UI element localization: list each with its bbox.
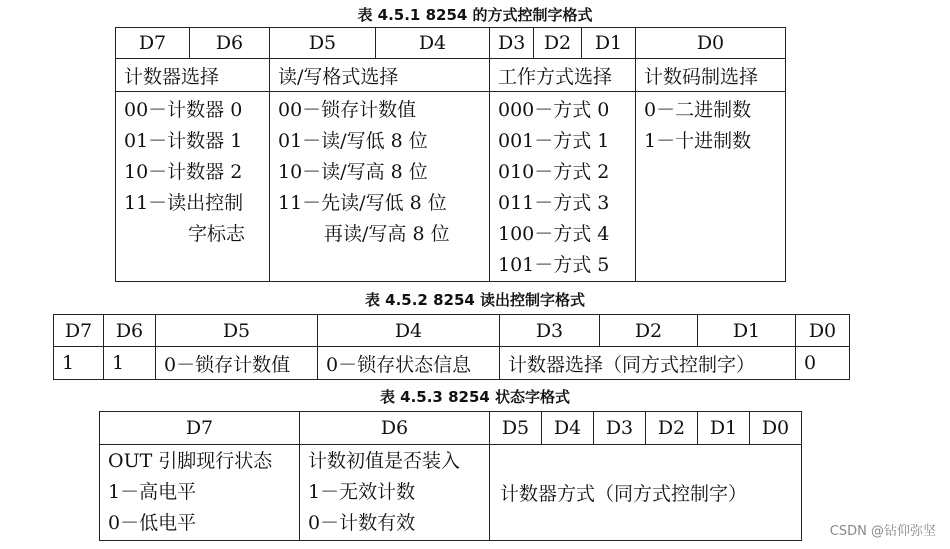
t3-counter-mode: 计数器方式（同方式控制字） (490, 445, 802, 541)
mode-control-word-table (115, 27, 786, 282)
list-item: 00－锁存计数值 (278, 99, 417, 121)
t2-header-d0: D0 (796, 315, 850, 347)
list-item: 101－方式 5 (498, 254, 610, 276)
t2-header-d7: D7 (54, 315, 104, 347)
t2-value-d6: 1 (104, 347, 156, 380)
list-item: 010－方式 2 (498, 161, 610, 183)
t2-value-d5: 0－锁存计数值 (156, 347, 318, 380)
list-item: 10－计数器 2 (124, 161, 243, 183)
t2-value-d0: 0 (796, 347, 850, 380)
t3-initial-count-loaded (300, 445, 490, 541)
list-item: 计数初值是否装入 (308, 450, 461, 472)
list-item: OUT 引脚现行状态 (108, 450, 273, 472)
watermark: CSDN @钻仰弥坚 (829, 524, 936, 539)
list-item: 001－方式 1 (498, 130, 610, 152)
t1-counter-select-options (116, 92, 270, 282)
t1-group-counter-select: 计数器选择 (116, 59, 270, 92)
list-item: 1－高电平 (108, 481, 197, 503)
t2-value-d3-d1: 计数器选择（同方式控制字） (500, 347, 796, 380)
table3-caption: 表 4.5.3 8254 状态字格式 (379, 388, 571, 406)
t3-header-d5: D5 (490, 412, 542, 445)
t1-group-code-select: 计数码制选择 (636, 59, 786, 92)
list-item: 0－计数有效 (308, 512, 416, 534)
t1-header-d7: D7 (116, 28, 190, 59)
list-item: 011－方式 3 (498, 192, 610, 214)
t1-mode-options (490, 92, 636, 282)
t1-code-options (636, 92, 786, 282)
status-word-table (99, 411, 802, 541)
t1-header-d5: D5 (270, 28, 376, 59)
t2-header-d3: D3 (500, 315, 600, 347)
readback-control-word-table (53, 314, 850, 380)
t3-header-d4: D4 (542, 412, 594, 445)
list-item: 11－先读/写低 8 位 (278, 192, 447, 214)
t2-header-d5: D5 (156, 315, 318, 347)
t3-header-d3: D3 (594, 412, 646, 445)
list-item: 0－二进制数 (644, 99, 752, 121)
table1-caption: 表 4.5.1 8254 的方式控制字格式 (357, 6, 593, 24)
t3-header-d1: D1 (698, 412, 750, 445)
t1-rw-format-options (270, 92, 490, 282)
t3-out-pin-state (100, 445, 300, 541)
t3-header-d7: D7 (100, 412, 300, 445)
list-item: 字标志 (188, 223, 246, 245)
list-item: 再读/写高 8 位 (324, 223, 450, 245)
t3-header-d0: D0 (750, 412, 802, 445)
list-item: 0－低电平 (108, 512, 197, 534)
t2-header-d2: D2 (600, 315, 698, 347)
t1-header-d6: D6 (190, 28, 270, 59)
t3-header-d2: D2 (646, 412, 698, 445)
t1-header-d1: D1 (582, 28, 636, 59)
list-item: 00－计数器 0 (124, 99, 243, 121)
t1-header-d0: D0 (636, 28, 786, 59)
list-item: 1－十进制数 (644, 130, 752, 152)
t2-header-d4: D4 (318, 315, 500, 347)
t1-group-rw-format: 读/写格式选择 (270, 59, 490, 92)
t2-header-d1: D1 (698, 315, 796, 347)
list-item: 01－计数器 1 (124, 130, 243, 152)
t1-header-d2: D2 (534, 28, 582, 59)
list-item: 100－方式 4 (498, 223, 610, 245)
list-item: 1－无效计数 (308, 481, 416, 503)
t1-header-d3: D3 (490, 28, 534, 59)
t1-group-mode-select: 工作方式选择 (490, 59, 636, 92)
table2-caption: 表 4.5.2 8254 读出控制字格式 (364, 291, 586, 309)
list-item: 11－读出控制 (124, 192, 244, 214)
list-item: 01－读/写低 8 位 (278, 130, 428, 152)
t3-header-d6: D6 (300, 412, 490, 445)
list-item: 000－方式 0 (498, 99, 610, 121)
list-item: 10－读/写高 8 位 (278, 161, 428, 183)
t2-value-d7: 1 (54, 347, 104, 380)
t2-value-d4: 0－锁存状态信息 (318, 347, 500, 380)
t1-header-d4: D4 (376, 28, 490, 59)
t2-header-d6: D6 (104, 315, 156, 347)
